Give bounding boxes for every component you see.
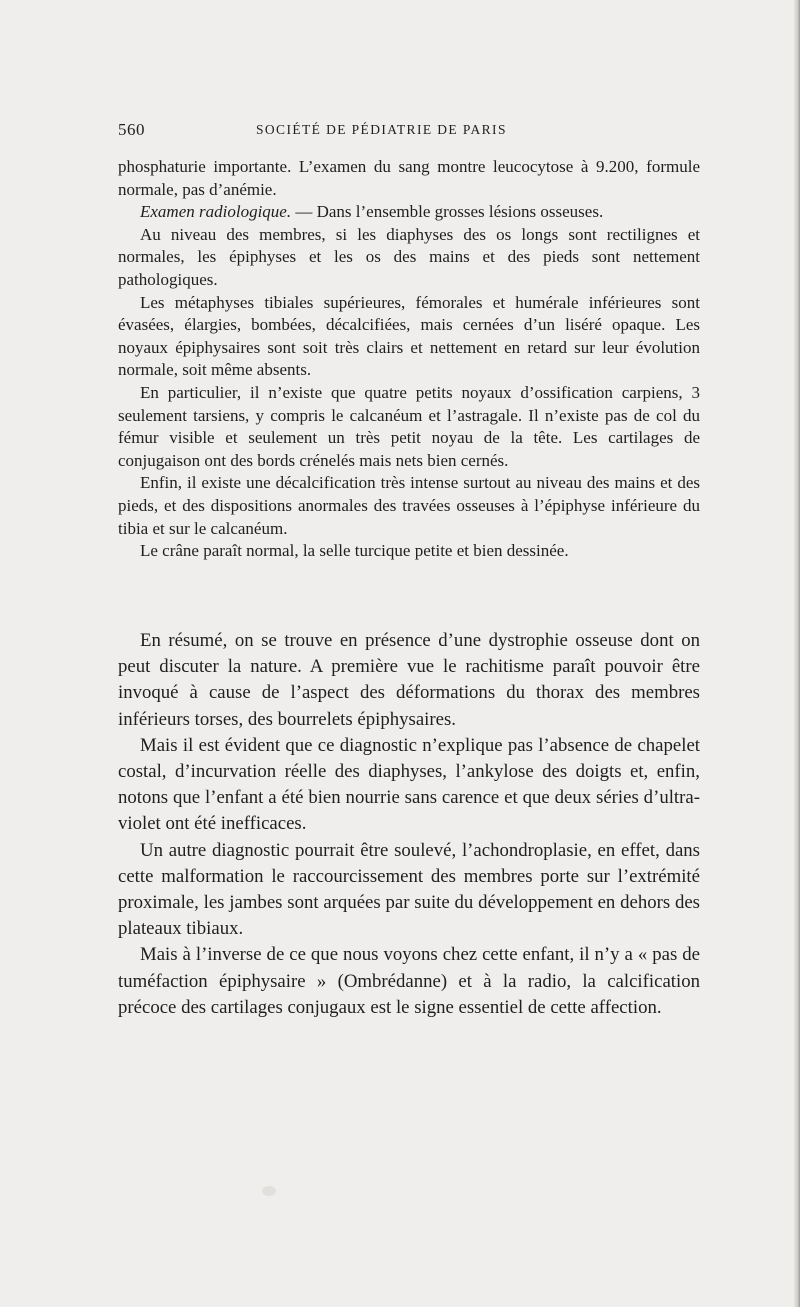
paragraph-achondroplasia-rebuttal: Mais à l’inverse de ce que nous voyons chez cette enfant, il n’y a « pas de tuméfaction épiphysaire » (Ombrédanne) et à la radio, la calcification précoce des cartilages conjugaux est le signe essentiel de cette affection. (118, 944, 700, 1018)
paragraph-skull: Le crâne paraît normal, la selle turcique petite et bien dessinée. (140, 541, 569, 561)
page-edge (794, 0, 800, 1307)
case-details-text (118, 156, 700, 563)
running-head: SOCIÉTÉ DE PÉDIATRIE DE PARIS (256, 122, 507, 137)
paragraph-ossification: En particulier, il n’existe que quatre petits noyaux d’ossification carpiens, 3 seulement tarsiens, y compris le calcanéum et l’astragale. Il n’existe pas de col du fémur visible et seulement un très petit noyau de la tête. Les cartilages de conjugaison ont des bords crénelés mais nets bien cernés. (118, 382, 700, 470)
page-number: 560 (118, 120, 145, 139)
paragraph-achondroplasia: Un autre diagnostic pourrait être soulevé, l’achondroplasie, en effet, dans cette malformation le raccourcissement des membres porte sur l’extrémité proximale, les jambes sont arquées par suite du développement en dehors des plateaux tibiaux. (118, 839, 700, 940)
radiology-intro-text: — Dans l’ensemble grosses lésions osseuses. (291, 202, 604, 222)
paper-smudge (262, 1186, 276, 1196)
paragraph-radiology-intro (118, 201, 700, 224)
radiology-label: Examen radiologique. (140, 202, 292, 222)
paragraph-rickets-rebuttal: Mais il est évident que ce diagnostic n’explique pas l’absence de chapelet costal, d’incurvation réelle des diaphyses, l’ankylose des doigts et, enfin, notons que l’enfant a été bien nourrie sans carence et que deux séries d’ultra-violet ont été inefficaces. (118, 734, 700, 835)
discussion-text (118, 628, 700, 1021)
page-header (118, 120, 700, 144)
paragraph-summary: En résumé, on se trouve en présence d’une dystrophie osseuse dont on peut discuter la nature. A première vue le rachitisme paraît pouvoir être invoqué à cause de l’aspect des déformations du thorax des membres inférieurs torses, des bourrelets épiphysaires. (118, 630, 700, 730)
paragraph-metaphyses: Les métaphyses tibiales supérieures, fémorales et humérale inférieures sont évasées, élargies, bombées, décalcifiées, mais cernées d’un liséré opaque. Les noyaux épiphysaires sont soit très clairs et nettement en retard sur leur évolution normale, soit même absents. (118, 292, 700, 380)
paragraph-limbs: Au niveau des membres, si les diaphyses des os longs sont rectilignes et normales, les épiphyses et les os des mains et des pieds sont nettement pathologiques. (118, 224, 700, 289)
paragraph-decalcification: Enfin, il existe une décalcification très intense surtout au niveau des mains et des pieds, et des dispositions anormales des travées osseuses à l’épiphyse inférieure du tibia et sur le calcanéum. (118, 473, 700, 538)
paragraph-lab-results: phosphaturie importante. L’examen du sang montre leucocytose à 9.200, formule normale, pas d’anémie. (118, 157, 700, 199)
